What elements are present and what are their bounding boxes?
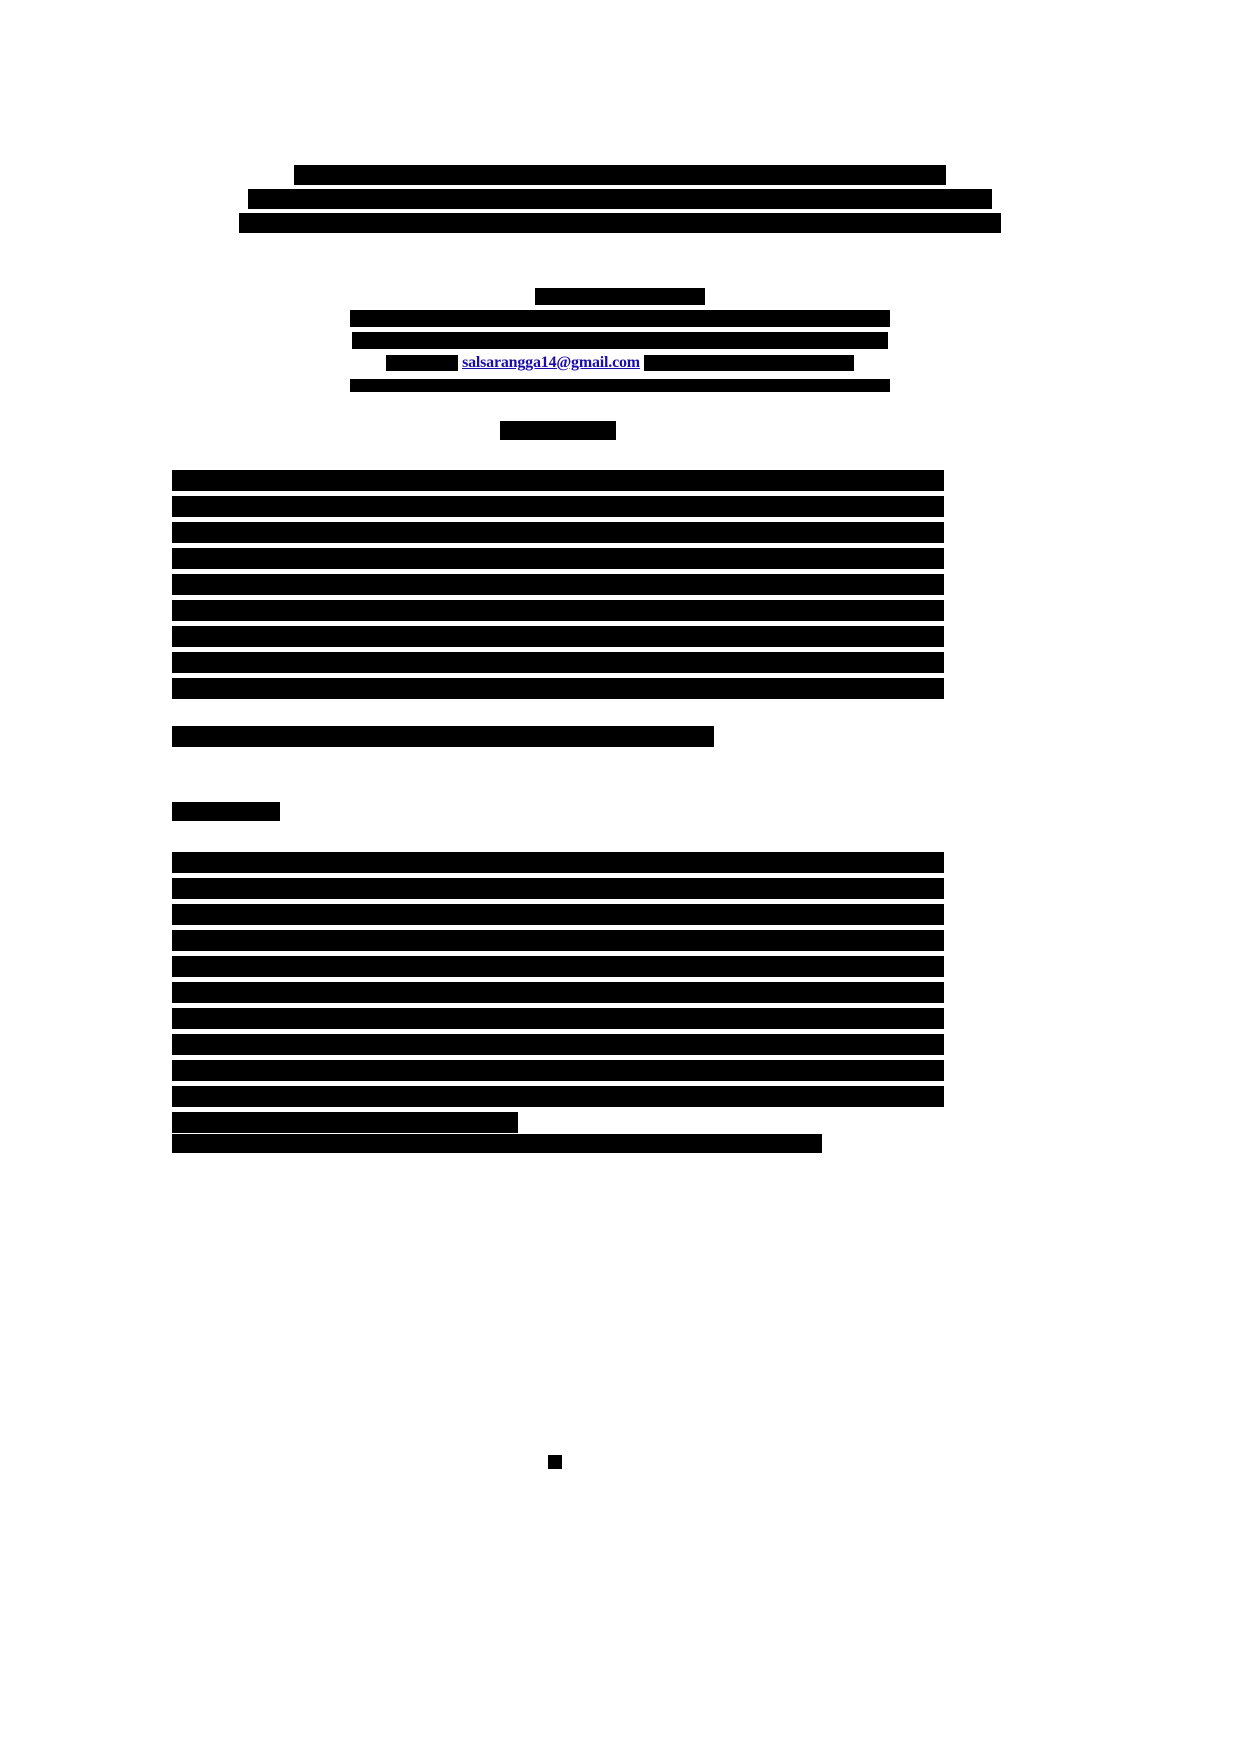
abstract-line-7 (172, 626, 944, 647)
introduction-heading (172, 802, 280, 821)
author-names-line (535, 288, 705, 305)
abstract-heading (500, 421, 616, 440)
intro-line-7 (172, 1008, 944, 1029)
title-line-2 (248, 189, 992, 209)
page-number-mark (548, 1455, 562, 1469)
intro-line-11 (172, 1112, 518, 1133)
intro-line-1 (172, 852, 944, 873)
author-email-link[interactable]: salsarangga14@gmail.com (462, 354, 640, 371)
title-line-3 (239, 213, 1001, 233)
intro-line-4 (172, 930, 944, 951)
abstract-line-6 (172, 600, 944, 621)
abstract-line-8 (172, 652, 944, 673)
affiliation-line-3 (350, 379, 890, 392)
abstract-line-2 (172, 496, 944, 517)
intro-line-8 (172, 1034, 944, 1055)
intro-line-3 (172, 904, 944, 925)
intro-line-2 (172, 878, 944, 899)
paper-title (196, 165, 1044, 237)
email-suffix-redaction (644, 355, 854, 371)
author-block (196, 288, 1044, 394)
abstract-line-3 (172, 522, 944, 543)
abstract-line-4 (172, 548, 944, 569)
keywords-line-1 (172, 726, 714, 747)
keywords-paragraph (172, 726, 944, 752)
email-row (196, 354, 1044, 376)
abstract-line-5 (172, 574, 944, 595)
keywords-heading (172, 680, 316, 698)
intro-line-9 (172, 1060, 944, 1081)
introduction-paragraph (172, 852, 944, 1138)
intro-line-10 (172, 1086, 944, 1107)
abstract-paragraph (172, 470, 944, 704)
affiliation-line-1 (350, 310, 890, 327)
intro-line-5 (172, 956, 944, 977)
subsection-heading (172, 1134, 822, 1153)
intro-line-6 (172, 982, 944, 1003)
affiliation-line-2 (352, 332, 888, 349)
title-line-1 (294, 165, 946, 185)
email-prefix-redaction (386, 355, 458, 371)
abstract-line-1 (172, 470, 944, 491)
